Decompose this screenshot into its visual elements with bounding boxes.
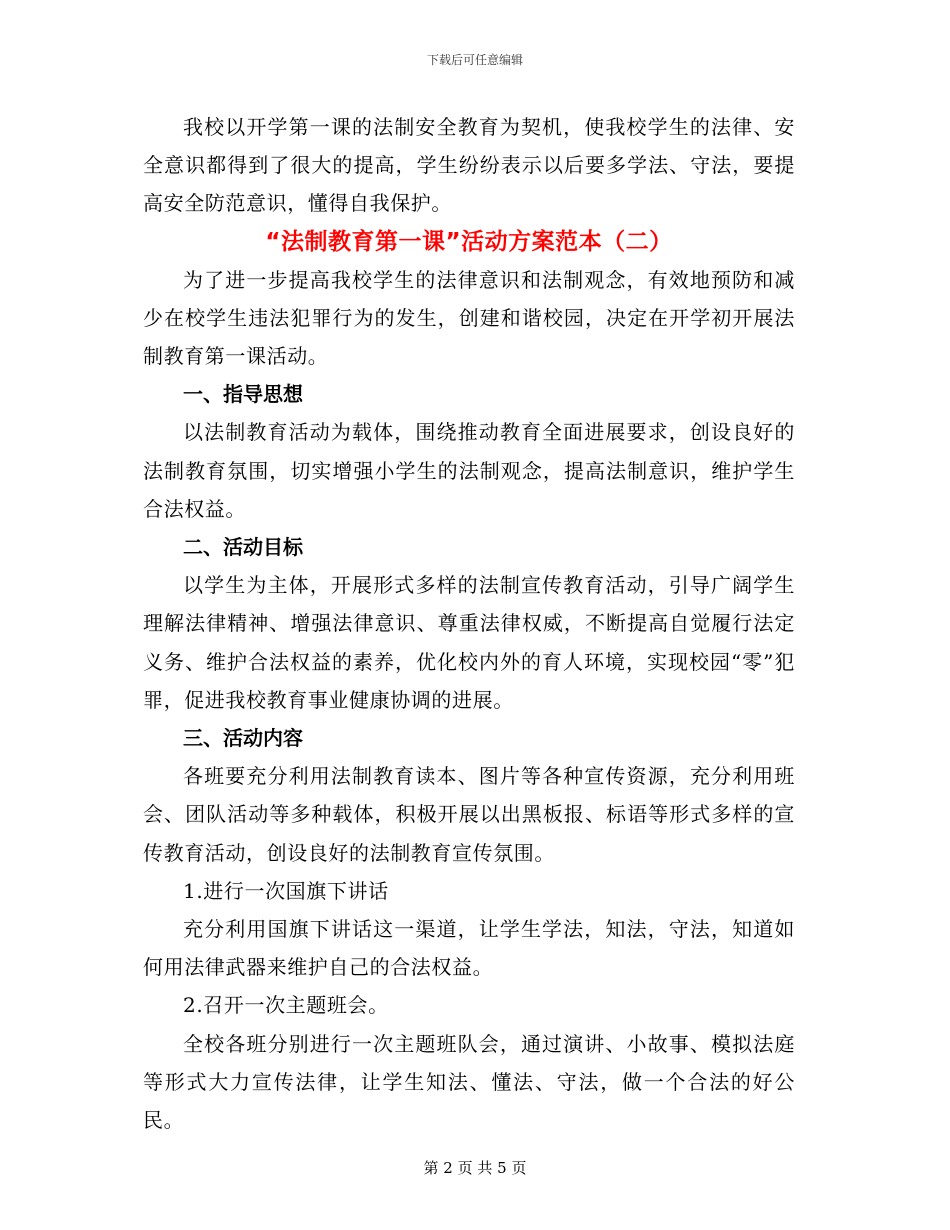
intro-paragraph: 我校以开学第一课的法制安全教育为契机，使我校学生的法律、安全意识都得到了很大的提高，学生纷纷表示以后要多学法、守法，要提高安全防范意识，懂得自我保护。 <box>143 115 795 216</box>
paragraph-flag-speech: 充分利用国旗下讲话这一渠道，让学生学法，知法，守法，知道如何用法律武器来维护自己的合法权益。 <box>143 917 795 980</box>
section-heading-activity-goal: 二、活动目标 <box>183 535 303 560</box>
document-title: “法制教育第一课”活动方案范本（二） <box>265 228 673 255</box>
paragraph-activity-content: 各班要充分利用法制教育读本、图片等各种宣传资源，充分利用班会、团队活动等多种载体，积极开展以出黑板报、标语等形式多样的宣传教育活动，创设良好的法制教育宣传氛围。 <box>143 764 795 865</box>
page-footer: 第 2 页 共 5 页 <box>423 1159 527 1177</box>
list-item-flag-speech: 1.进行一次国旗下讲话 <box>183 878 389 903</box>
section-heading-guiding-thought: 一、指导思想 <box>183 382 303 407</box>
list-item-class-meeting: 2.召开一次主题班会。 <box>183 993 389 1018</box>
paragraph-activity-goal: 以学生为主体，开展形式多样的法制宣传教育活动，引导广阔学生理解法律精神、增强法律意识、尊重法律权威，不断提高自觉履行法定义务、维护合法权益的素养，优化校内外的育人环境，实现校园“零”犯罪，促进我校教育事业健康协调的进展。 <box>143 573 795 712</box>
page-header: 下载后可任意编辑 <box>426 53 523 67</box>
section-heading-activity-content: 三、活动内容 <box>183 726 303 751</box>
paragraph-guiding-thought: 以法制教育活动为载体，围绕推动教育全面进展要求，创设良好的法制教育氛围，切实增强小学生的法制观念，提高法制意识，维护学生合法权益。 <box>143 420 795 521</box>
paragraph-purpose: 为了进一步提高我校学生的法律意识和法制观念，有效地预防和减少在校学生违法犯罪行为的发生，创建和谐校园，决定在开学初开展法制教育第一课活动。 <box>143 267 795 369</box>
paragraph-class-meeting: 全校各班分别进行一次主题班队会，通过演讲、小故事、模拟法庭等形式大力宣传法律，让学生知法、懂法、守法，做一个合法的好公民。 <box>143 1031 795 1133</box>
document-body <box>143 108 795 1139</box>
